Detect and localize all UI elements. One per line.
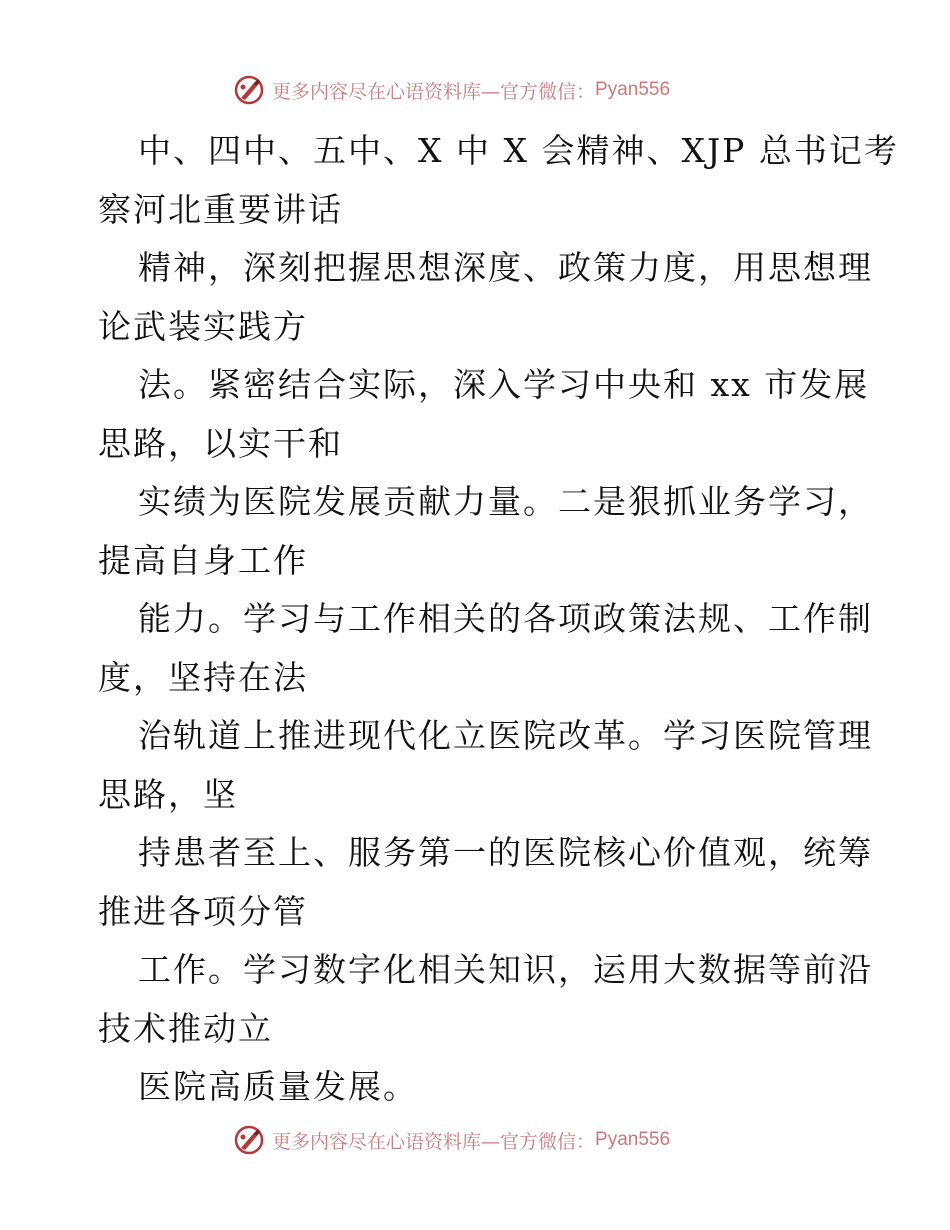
text-line: 实绩为医院发展贡献力量。二是狠抓业务学习， [138,482,873,521]
banner-wechat-id: Pyan556 [595,79,671,100]
banner-text: 更多内容尽在心语资料库—官方微信： [272,80,596,103]
banner-text: 更多内容尽在心语资料库—官方微信： [272,1130,596,1153]
text-line: 治轨道上推进现代化立医院改革。学习医院管理 [138,716,873,755]
text-line: 提高自身工作 [98,540,308,580]
text-line: 持患者至上、服务第一的医院核心价值观，统筹 [138,833,873,872]
logo-icon [232,73,266,107]
document-body [98,122,899,1117]
text-line: 度，坚持在法 [98,657,308,697]
banner-wechat-id: Pyan556 [595,1129,671,1150]
text-line: 精神，深刻把握思想深度、政策力度，用思想理 [138,248,873,287]
text-line: 医院高质量发展。 [138,1067,418,1106]
logo-icon [232,1123,266,1157]
text-line: 推进各项分管 [98,891,308,931]
header-banner [232,72,670,108]
footer-banner [232,1122,670,1158]
text-line: 论武装实践方 [98,306,308,346]
text-line: 法。紧密结合实际，深入学习中央和 xx 市发展 [138,365,870,404]
text-line: 思路，以实干和 [98,423,343,463]
text-line: 技术推动立 [98,1008,273,1048]
text-line: 思路，坚 [98,774,238,814]
text-line: 察河北重要讲话 [98,189,343,229]
text-line: 能力。学习与工作相关的各项政策法规、工作制 [138,599,873,638]
text-line: 中、四中、五中、X 中 X 会精神、XJP 总书记考 [138,131,899,170]
text-line: 工作。学习数字化相关知识，运用大数据等前沿 [138,950,873,989]
